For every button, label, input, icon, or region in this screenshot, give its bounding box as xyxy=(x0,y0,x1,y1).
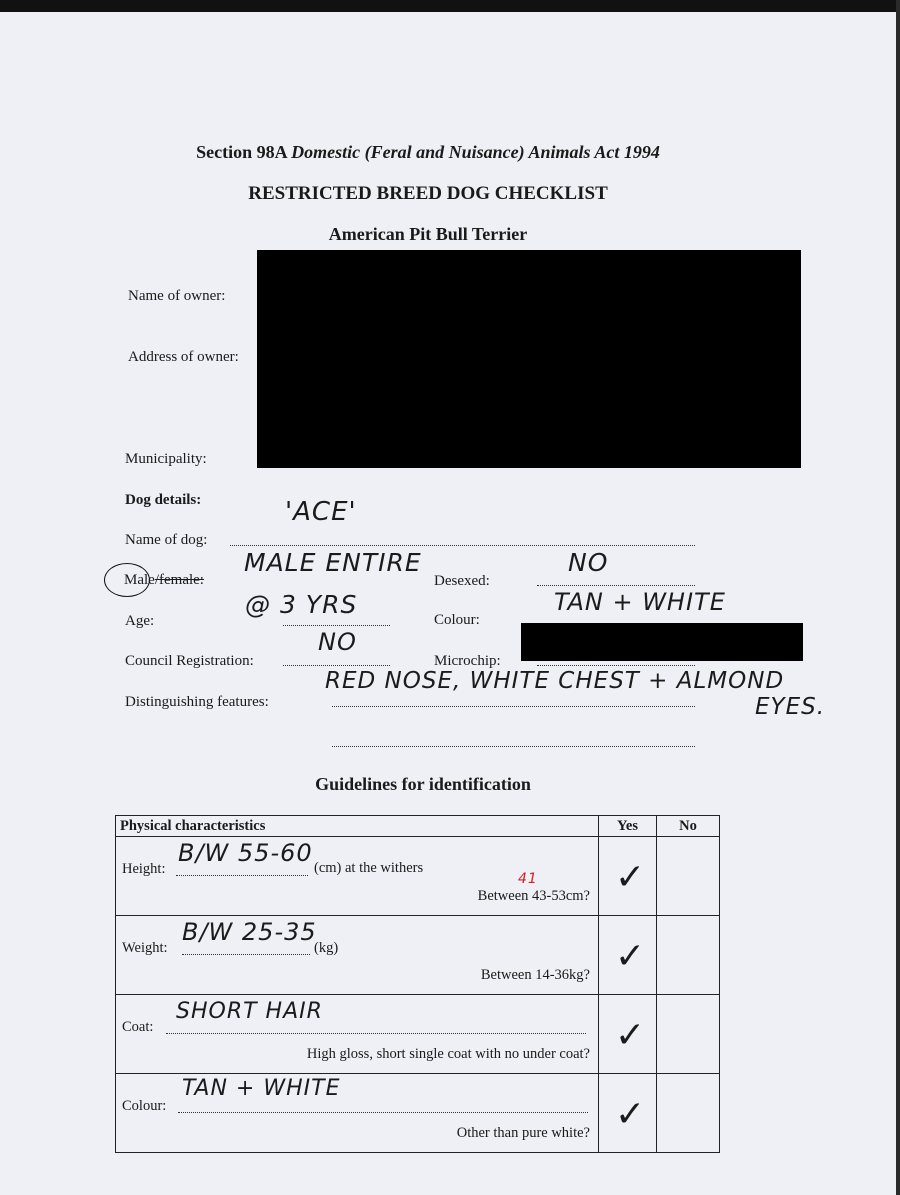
sex-label xyxy=(124,572,204,589)
age-label: Age: xyxy=(125,613,155,629)
col-yes: Yes xyxy=(599,816,657,837)
age-value: @ 3 YRS xyxy=(245,590,358,619)
scan-top-edge xyxy=(0,0,900,12)
features-line-2 xyxy=(332,746,695,747)
colour-value: TAN + WHITE xyxy=(554,588,726,616)
colour-row-question: Other than pure white? xyxy=(456,1125,590,1141)
coat-handwritten: SHORT HAIR xyxy=(176,999,323,1024)
sex-label-female: /female: xyxy=(154,572,204,588)
coat-yes-cell[interactable] xyxy=(599,995,657,1074)
colour-row-cell xyxy=(116,1074,599,1153)
guidelines-heading: Guidelines for identification xyxy=(315,774,531,794)
weight-cell xyxy=(116,916,599,995)
coat-question: High gloss, short single coat with no under coat? xyxy=(306,1046,590,1062)
height-question: Between 43-53cm? xyxy=(477,888,590,904)
microchip-line xyxy=(537,665,695,666)
coat-no-cell[interactable] xyxy=(657,995,720,1074)
height-yes-cell[interactable] xyxy=(599,837,657,916)
coat-cell xyxy=(116,995,599,1074)
section-prefix: Section 98A xyxy=(196,142,287,162)
height-unit: (cm) at the withers xyxy=(314,860,424,876)
owner-name-label: Name of owner: xyxy=(128,288,226,304)
weight-no-cell[interactable] xyxy=(657,916,720,995)
coat-yes-tick-icon: ✓ xyxy=(615,1015,647,1056)
height-cell xyxy=(116,837,599,916)
council-registration-line xyxy=(283,665,390,666)
table-row-coat xyxy=(116,995,720,1074)
colour-label: Colour: xyxy=(434,612,480,628)
height-label: Height: xyxy=(122,861,166,877)
weight-yes-tick-icon: ✓ xyxy=(615,936,647,977)
height-red-note: 41 xyxy=(518,871,538,887)
table-row-colour xyxy=(116,1074,720,1153)
sex-value: MALE ENTIRE xyxy=(244,548,422,577)
desexed-value: NO xyxy=(568,548,609,577)
weight-handwritten: B/W 25-35 xyxy=(182,918,317,946)
act-name: Domestic (Feral and Nuisance) Animals Act 1994 xyxy=(291,142,660,162)
sex-label-male: Male xyxy=(124,572,155,588)
table-header-row xyxy=(116,816,720,837)
checklist-title: RESTRICTED BREED DOG CHECKLIST xyxy=(248,183,608,204)
weight-unit: (kg) xyxy=(314,940,339,956)
weight-question: Between 14-36kg? xyxy=(480,967,590,983)
height-yes-tick-icon: ✓ xyxy=(615,857,647,898)
col-characteristics: Physical characteristics xyxy=(116,816,599,837)
owner-redaction xyxy=(257,250,801,468)
distinguishing-features-label: Distinguishing features: xyxy=(125,694,269,710)
weight-yes-cell[interactable] xyxy=(599,916,657,995)
council-registration-value: NO xyxy=(318,628,357,656)
col-no: No xyxy=(657,816,720,837)
colour-row-label: Colour: xyxy=(122,1098,167,1114)
colour-no-cell[interactable] xyxy=(657,1074,720,1153)
colour-row-handwritten: TAN + WHITE xyxy=(182,1076,341,1101)
age-line xyxy=(283,625,390,626)
table-row-height xyxy=(116,837,720,916)
colour-yes-cell[interactable] xyxy=(599,1074,657,1153)
dog-name-label: Name of dog: xyxy=(125,532,208,548)
microchip-redaction xyxy=(521,623,803,661)
owner-address-label: Address of owner: xyxy=(128,349,239,365)
physical-characteristics-table xyxy=(115,815,720,1153)
features-value-line2: EYES. xyxy=(755,694,826,720)
coat-label: Coat: xyxy=(122,1019,154,1035)
desexed-line xyxy=(537,585,695,586)
height-no-cell[interactable] xyxy=(657,837,720,916)
dog-name-value: 'ACE' xyxy=(285,497,357,527)
dog-name-line xyxy=(230,545,695,546)
scan-right-edge xyxy=(896,0,900,1195)
features-line-1 xyxy=(332,706,695,707)
colour-yes-tick-icon: ✓ xyxy=(615,1094,647,1135)
breed-title: American Pit Bull Terrier xyxy=(328,224,528,244)
act-reference xyxy=(0,142,856,163)
table-row-weight xyxy=(116,916,720,995)
dog-details-heading: Dog details: xyxy=(125,492,202,508)
desexed-label: Desexed: xyxy=(434,573,490,589)
microchip-label: Microchip: xyxy=(434,653,501,669)
weight-label: Weight: xyxy=(122,940,168,956)
height-handwritten: B/W 55-60 xyxy=(178,839,313,867)
council-registration-label: Council Registration: xyxy=(125,653,254,669)
municipality-label: Municipality: xyxy=(125,451,207,467)
features-value-line1: RED NOSE, WHITE CHEST + ALMOND xyxy=(325,668,785,694)
